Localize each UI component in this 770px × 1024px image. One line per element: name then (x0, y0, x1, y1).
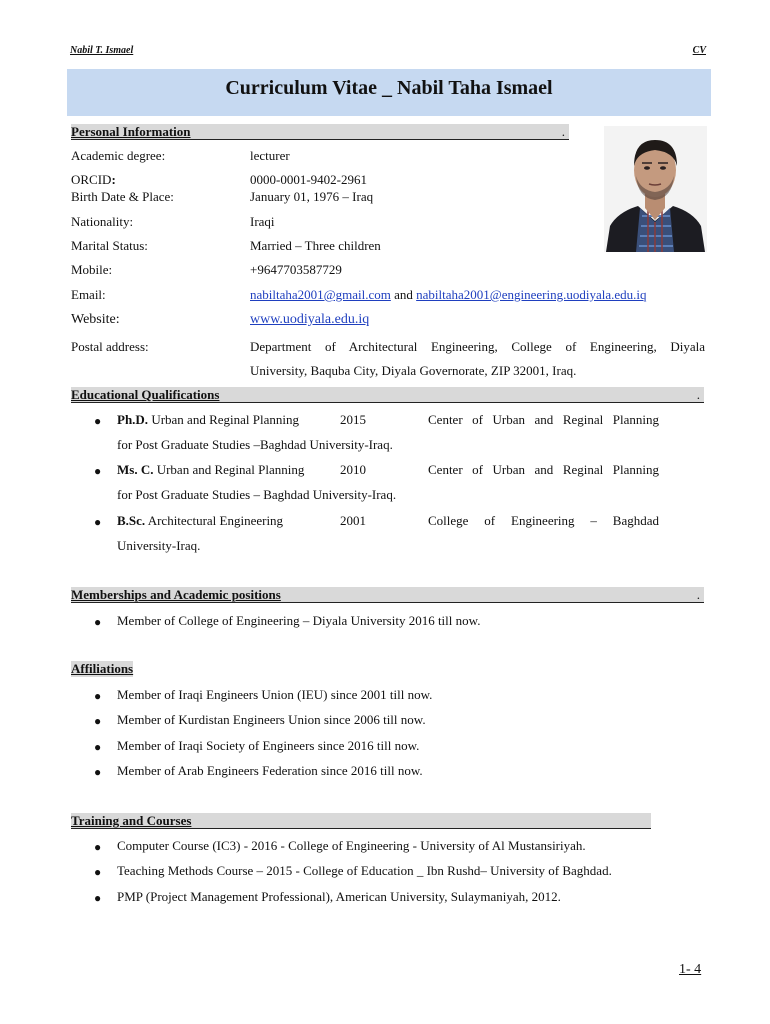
training-item: Computer Course (IC3) - 2016 - College of Engineering - University of Al Mustansiriyah. (117, 838, 586, 853)
edu-bsc-title: B.Sc. (117, 513, 146, 528)
heading-dot: . (696, 387, 700, 402)
edu-phd-title: Ph.D. (117, 412, 149, 427)
section-personal-information (71, 124, 569, 140)
edu-msc-year: 2010 (340, 462, 366, 477)
heading-dot: . (561, 124, 565, 139)
value-marital-status: Married – Three children (250, 238, 381, 253)
training-item: Teaching Methods Course – 2015 - College of Education _ Ibn Rushd– University of Baghdad. (117, 863, 612, 878)
website-link[interactable]: www.uodiyala.edu.iq (250, 312, 370, 327)
email-and: and (390, 287, 417, 302)
edu-phd-field: Urban and Reginal Planning (148, 412, 299, 427)
bullet-icon: ● (94, 765, 102, 779)
heading-dot: . (696, 587, 700, 602)
bullet-icon: ● (94, 714, 102, 728)
value-website (250, 312, 369, 328)
edu-phd-place-cont: for Post Graduate Studies –Baghdad University-Iraq. (117, 437, 393, 452)
value-nationality: Iraqi (250, 214, 275, 229)
section-memberships (71, 587, 704, 603)
edu-phd-degree (117, 412, 299, 428)
title-box (67, 69, 711, 116)
bullet-icon: ● (94, 891, 102, 905)
page-number: 1- 4 (679, 962, 702, 977)
value-postal-line-2: University, Baquba City, Diyala Governorate, ZIP 32001, Iraq. (250, 363, 577, 378)
label-email: Email: (71, 287, 106, 302)
label-marital-status: Marital Status: (71, 238, 148, 253)
bullet-icon: ● (94, 865, 102, 879)
section-training (71, 813, 651, 829)
section-training-heading: Training and Courses (71, 813, 192, 828)
label-website: Website: (71, 312, 120, 327)
edu-msc-place: Center of Urban and Reginal Planning (428, 462, 659, 477)
bullet-icon: ● (94, 414, 102, 428)
edu-phd-year: 2015 (340, 412, 366, 427)
label-orcid-colon: : (111, 172, 116, 187)
edu-msc-field: Urban and Reginal Planning (153, 462, 305, 477)
bullet-icon: ● (94, 464, 102, 478)
edu-bsc-degree (117, 513, 283, 529)
label-postal-address: Postal address: (71, 339, 149, 354)
email-link-university[interactable]: nabiltaha2001@engineering.uodiyala.edu.iq (416, 287, 647, 302)
edu-msc-title: Ms. C. (117, 462, 154, 477)
header-author: Nabil T. Ismael (70, 45, 134, 56)
section-affiliations-heading: Affiliations (71, 661, 134, 676)
value-postal-line-1: Department of Architectural Engineering, College of Engineering, Diyala (250, 339, 705, 354)
bullet-icon: ● (94, 840, 102, 854)
edu-msc-place-cont: for Post Graduate Studies – Baghdad University-Iraq. (117, 487, 397, 502)
label-birth: Birth Date & Place: (71, 189, 174, 204)
running-header (70, 45, 706, 61)
value-mobile: +9647703587729 (250, 262, 342, 277)
edu-msc-degree (117, 462, 304, 478)
section-education-heading: Educational Qualifications (71, 387, 220, 402)
edu-bsc-place: College of Engineering – Baghdad (428, 513, 659, 528)
value-orcid: 0000-0001-9402-2961 (250, 172, 367, 187)
bullet-icon: ● (94, 689, 102, 703)
membership-item: Member of College of Engineering – Diyala University 2016 till now. (117, 613, 481, 628)
label-orcid-text: ORCID (71, 172, 112, 187)
value-academic-degree: lecturer (250, 148, 290, 163)
value-email (250, 287, 647, 303)
section-personal-heading: Personal Information (71, 124, 191, 139)
edu-bsc-field: Architectural Engineering (145, 513, 284, 528)
training-item: PMP (Project Management Professional), American University, Sulaymaniyah, 2012. (117, 889, 561, 904)
header-cv: CV (692, 45, 706, 56)
label-mobile: Mobile: (71, 262, 113, 277)
label-orcid (71, 172, 116, 188)
value-birth: January 01, 1976 – Iraq (250, 189, 374, 204)
affiliation-item: Member of Iraqi Society of Engineers since 2016 till now. (117, 738, 420, 753)
edu-bsc-year: 2001 (340, 513, 366, 528)
person-portrait-icon (604, 126, 707, 252)
bullet-icon: ● (94, 740, 102, 754)
edu-bsc-place-cont: University-Iraq. (117, 538, 201, 553)
edu-phd-place: Center of Urban and Reginal Planning (428, 412, 659, 427)
label-nationality: Nationality: (71, 214, 134, 229)
profile-photo (604, 126, 707, 252)
section-education (71, 387, 704, 403)
bullet-icon: ● (94, 515, 102, 529)
label-academic-degree: Academic degree: (71, 148, 166, 163)
section-memberships-heading: Memberships and Academic positions (71, 587, 281, 602)
affiliation-item: Member of Iraqi Engineers Union (IEU) since 2001 till now. (117, 687, 433, 702)
email-link-gmail[interactable]: nabiltaha2001@gmail.com (250, 287, 391, 302)
affiliation-item: Member of Kurdistan Engineers Union since 2006 till now. (117, 712, 426, 727)
bullet-icon: ● (94, 615, 102, 629)
document-title: Curriculum Vitae _ Nabil Taha Ismael (225, 77, 553, 99)
affiliation-item: Member of Arab Engineers Federation since 2016 till now. (117, 763, 423, 778)
